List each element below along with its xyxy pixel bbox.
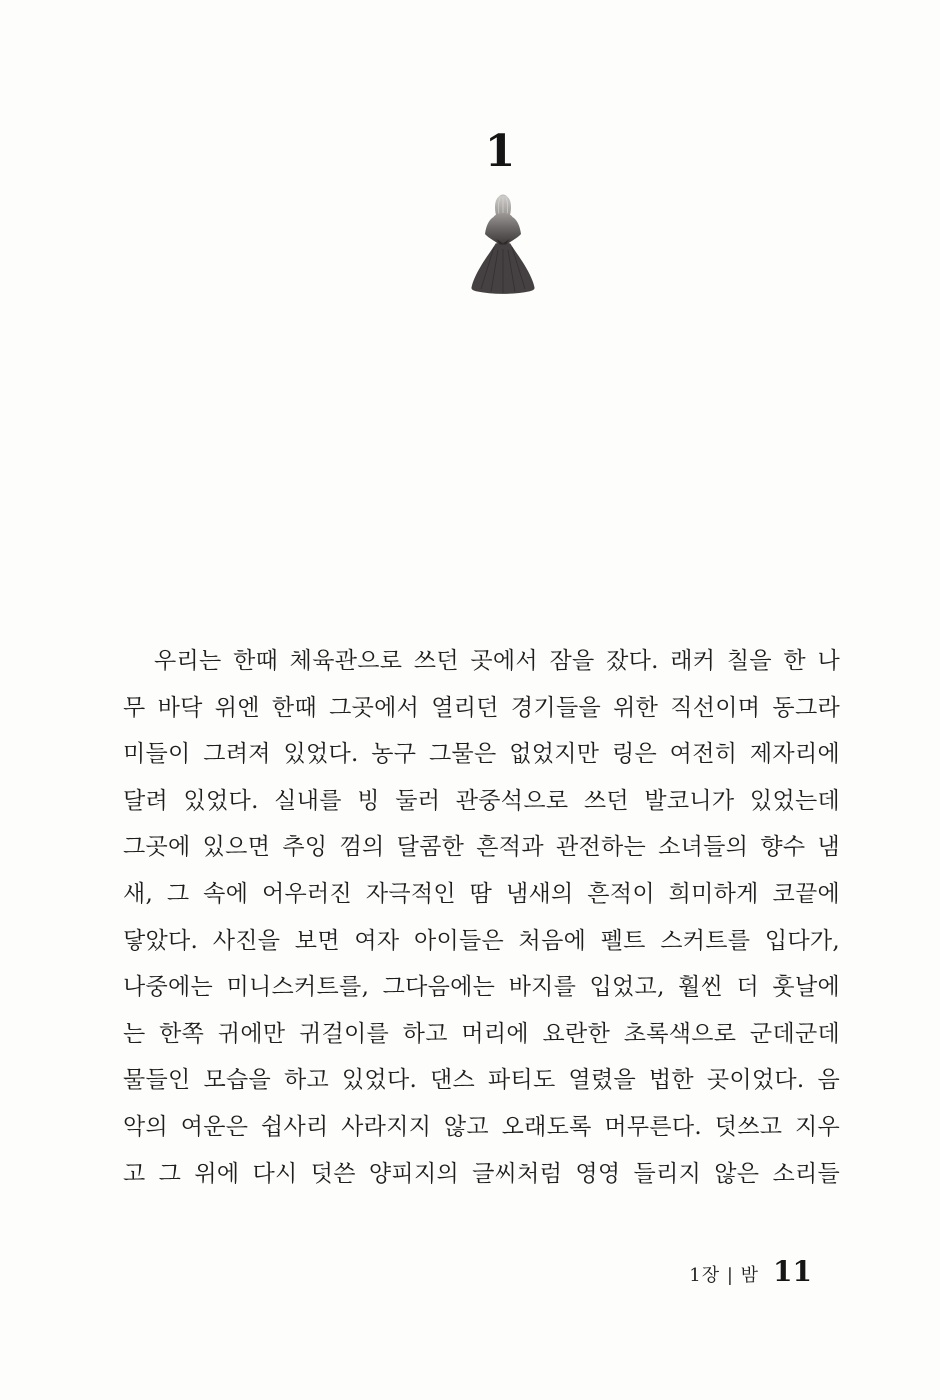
body-text-line: 닿았다. 사진을 보면 여자 아이들은 처음에 펠트 스커트를 입다가,: [123, 927, 840, 954]
body-paragraph: [123, 638, 840, 1197]
footer-chapter-label: 1장 | 밤: [689, 1265, 760, 1286]
body-text-line: 고 그 위에 다시 덧쓴 양피지의 글씨처럼 영영 들리지 않은 소리들: [123, 1160, 840, 1187]
body-text-line: 악의 여운은 쉽사리 사라지지 않고 오래도록 머무른다. 덧쓰고 지우: [123, 1113, 840, 1140]
body-text-line: 그곳에 있으면 추잉 껌의 달콤한 흔적과 관전하는 소녀들의 향수 냄: [123, 834, 840, 861]
body-text-line: 달려 있었다. 실내를 빙 둘러 관중석으로 쓰던 발코니가 있었는데: [123, 787, 840, 814]
body-text-line: 물들인 모습을 하고 있었다. 댄스 파티도 열렸을 법한 곳이었다. 음: [123, 1067, 840, 1094]
bodice-and-arms: [485, 213, 521, 245]
woman-in-long-dress-icon: [467, 193, 539, 295]
running-footer: [689, 1255, 812, 1288]
footer-page-number: 11: [773, 1255, 812, 1288]
body-text-line: 우리는 한때 체육관으로 쓰던 곳에서 잠을 잤다. 래커 칠을 한 나: [154, 648, 840, 674]
body-text-line: 는 한쪽 귀에만 귀걸이를 하고 머리에 요란한 초록색으로 군데군데: [123, 1020, 840, 1047]
body-text-line: 미들이 그려져 있었다. 농구 그물은 없었지만 링은 여전히 제자리에: [123, 741, 840, 768]
body-text-line: 무 바닥 위엔 한때 그곳에서 열리던 경기들을 위한 직선이며 동그라: [123, 694, 840, 721]
chapter-number: 1: [484, 126, 516, 177]
body-text-line: 나중에는 미니스커트를, 그다음에는 바지를 입었고, 훨씬 더 훗날에: [123, 974, 840, 1001]
body-text-line: 새, 그 속에 어우러진 자극적인 땀 냄새의 흔적이 희미하게 코끝에: [123, 880, 840, 907]
